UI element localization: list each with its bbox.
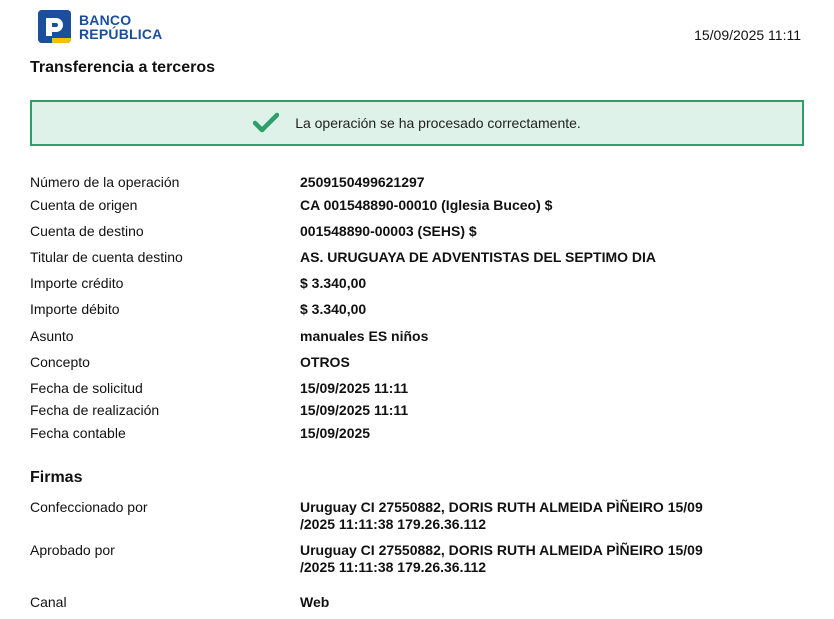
- signature-value-line1: Uruguay CI 27550882, DORIS RUTH ALMEIDA PÌÑEIRO 15/09: [300, 542, 703, 558]
- bank-logo: [38, 10, 162, 43]
- bank-name-line2: REPÚBLICA: [79, 25, 163, 42]
- detail-label: Importe crédito: [30, 275, 124, 291]
- signature-value-line1: Uruguay CI 27550882, DORIS RUTH ALMEIDA PÌÑEIRO 15/09: [300, 499, 703, 515]
- detail-label: Fecha de solicitud: [30, 380, 143, 396]
- detail-label: Número de la operación: [30, 174, 180, 190]
- detail-label: Asunto: [30, 328, 74, 344]
- signatures-section-title: Firmas: [30, 469, 83, 486]
- detail-value: manuales ES niños: [300, 328, 429, 344]
- detail-label: Cuenta de destino: [30, 223, 144, 239]
- detail-value: $ 3.340,00: [300, 275, 367, 291]
- detail-label: Fecha contable: [30, 425, 126, 441]
- bank-logo-icon: [38, 10, 71, 43]
- signature-label: Aprobado por: [30, 542, 115, 558]
- detail-label: Cuenta de origen: [30, 197, 138, 213]
- detail-value: 15/09/2025 11:11: [300, 380, 409, 396]
- detail-value: CA 001548890-00010 (Iglesia Buceo) $: [300, 197, 553, 213]
- success-message: La operación se ha procesado correctamente.: [295, 115, 581, 131]
- header-timestamp: 15/09/2025 11:11: [694, 27, 801, 43]
- signature-value-line2: /2025 11:11:38 179.26.36.112: [300, 559, 487, 575]
- detail-label: Importe débito: [30, 301, 120, 317]
- detail-label: Concepto: [30, 354, 90, 370]
- detail-label: Titular de cuenta destino: [30, 249, 183, 265]
- bank-logo-text: [79, 13, 162, 41]
- page-title: Transferencia a terceros: [30, 59, 215, 76]
- detail-value: 15/09/2025: [300, 425, 371, 441]
- detail-label: Fecha de realización: [30, 402, 160, 418]
- signature-value: Web: [300, 594, 330, 610]
- success-banner: [30, 100, 804, 146]
- detail-value: 2509150499621297: [300, 174, 425, 190]
- signature-value: [300, 542, 740, 576]
- signature-value-line2: /2025 11:11:38 179.26.36.112: [300, 516, 487, 532]
- detail-value: 001548890-00003 (SEHS) $: [300, 223, 477, 239]
- detail-value: $ 3.340,00: [300, 301, 367, 317]
- check-icon: [253, 112, 279, 134]
- detail-value: 15/09/2025 11:11: [300, 402, 409, 418]
- signature-label: Confeccionado por: [30, 499, 148, 515]
- detail-value: OTROS: [300, 354, 350, 370]
- signature-label: Canal: [30, 594, 67, 610]
- bank-name-line1: BANCO: [79, 11, 132, 28]
- detail-value: AS. URUGUAYA DE ADVENTISTAS DEL SEPTIMO DIA: [300, 249, 657, 265]
- signature-value: [300, 499, 740, 533]
